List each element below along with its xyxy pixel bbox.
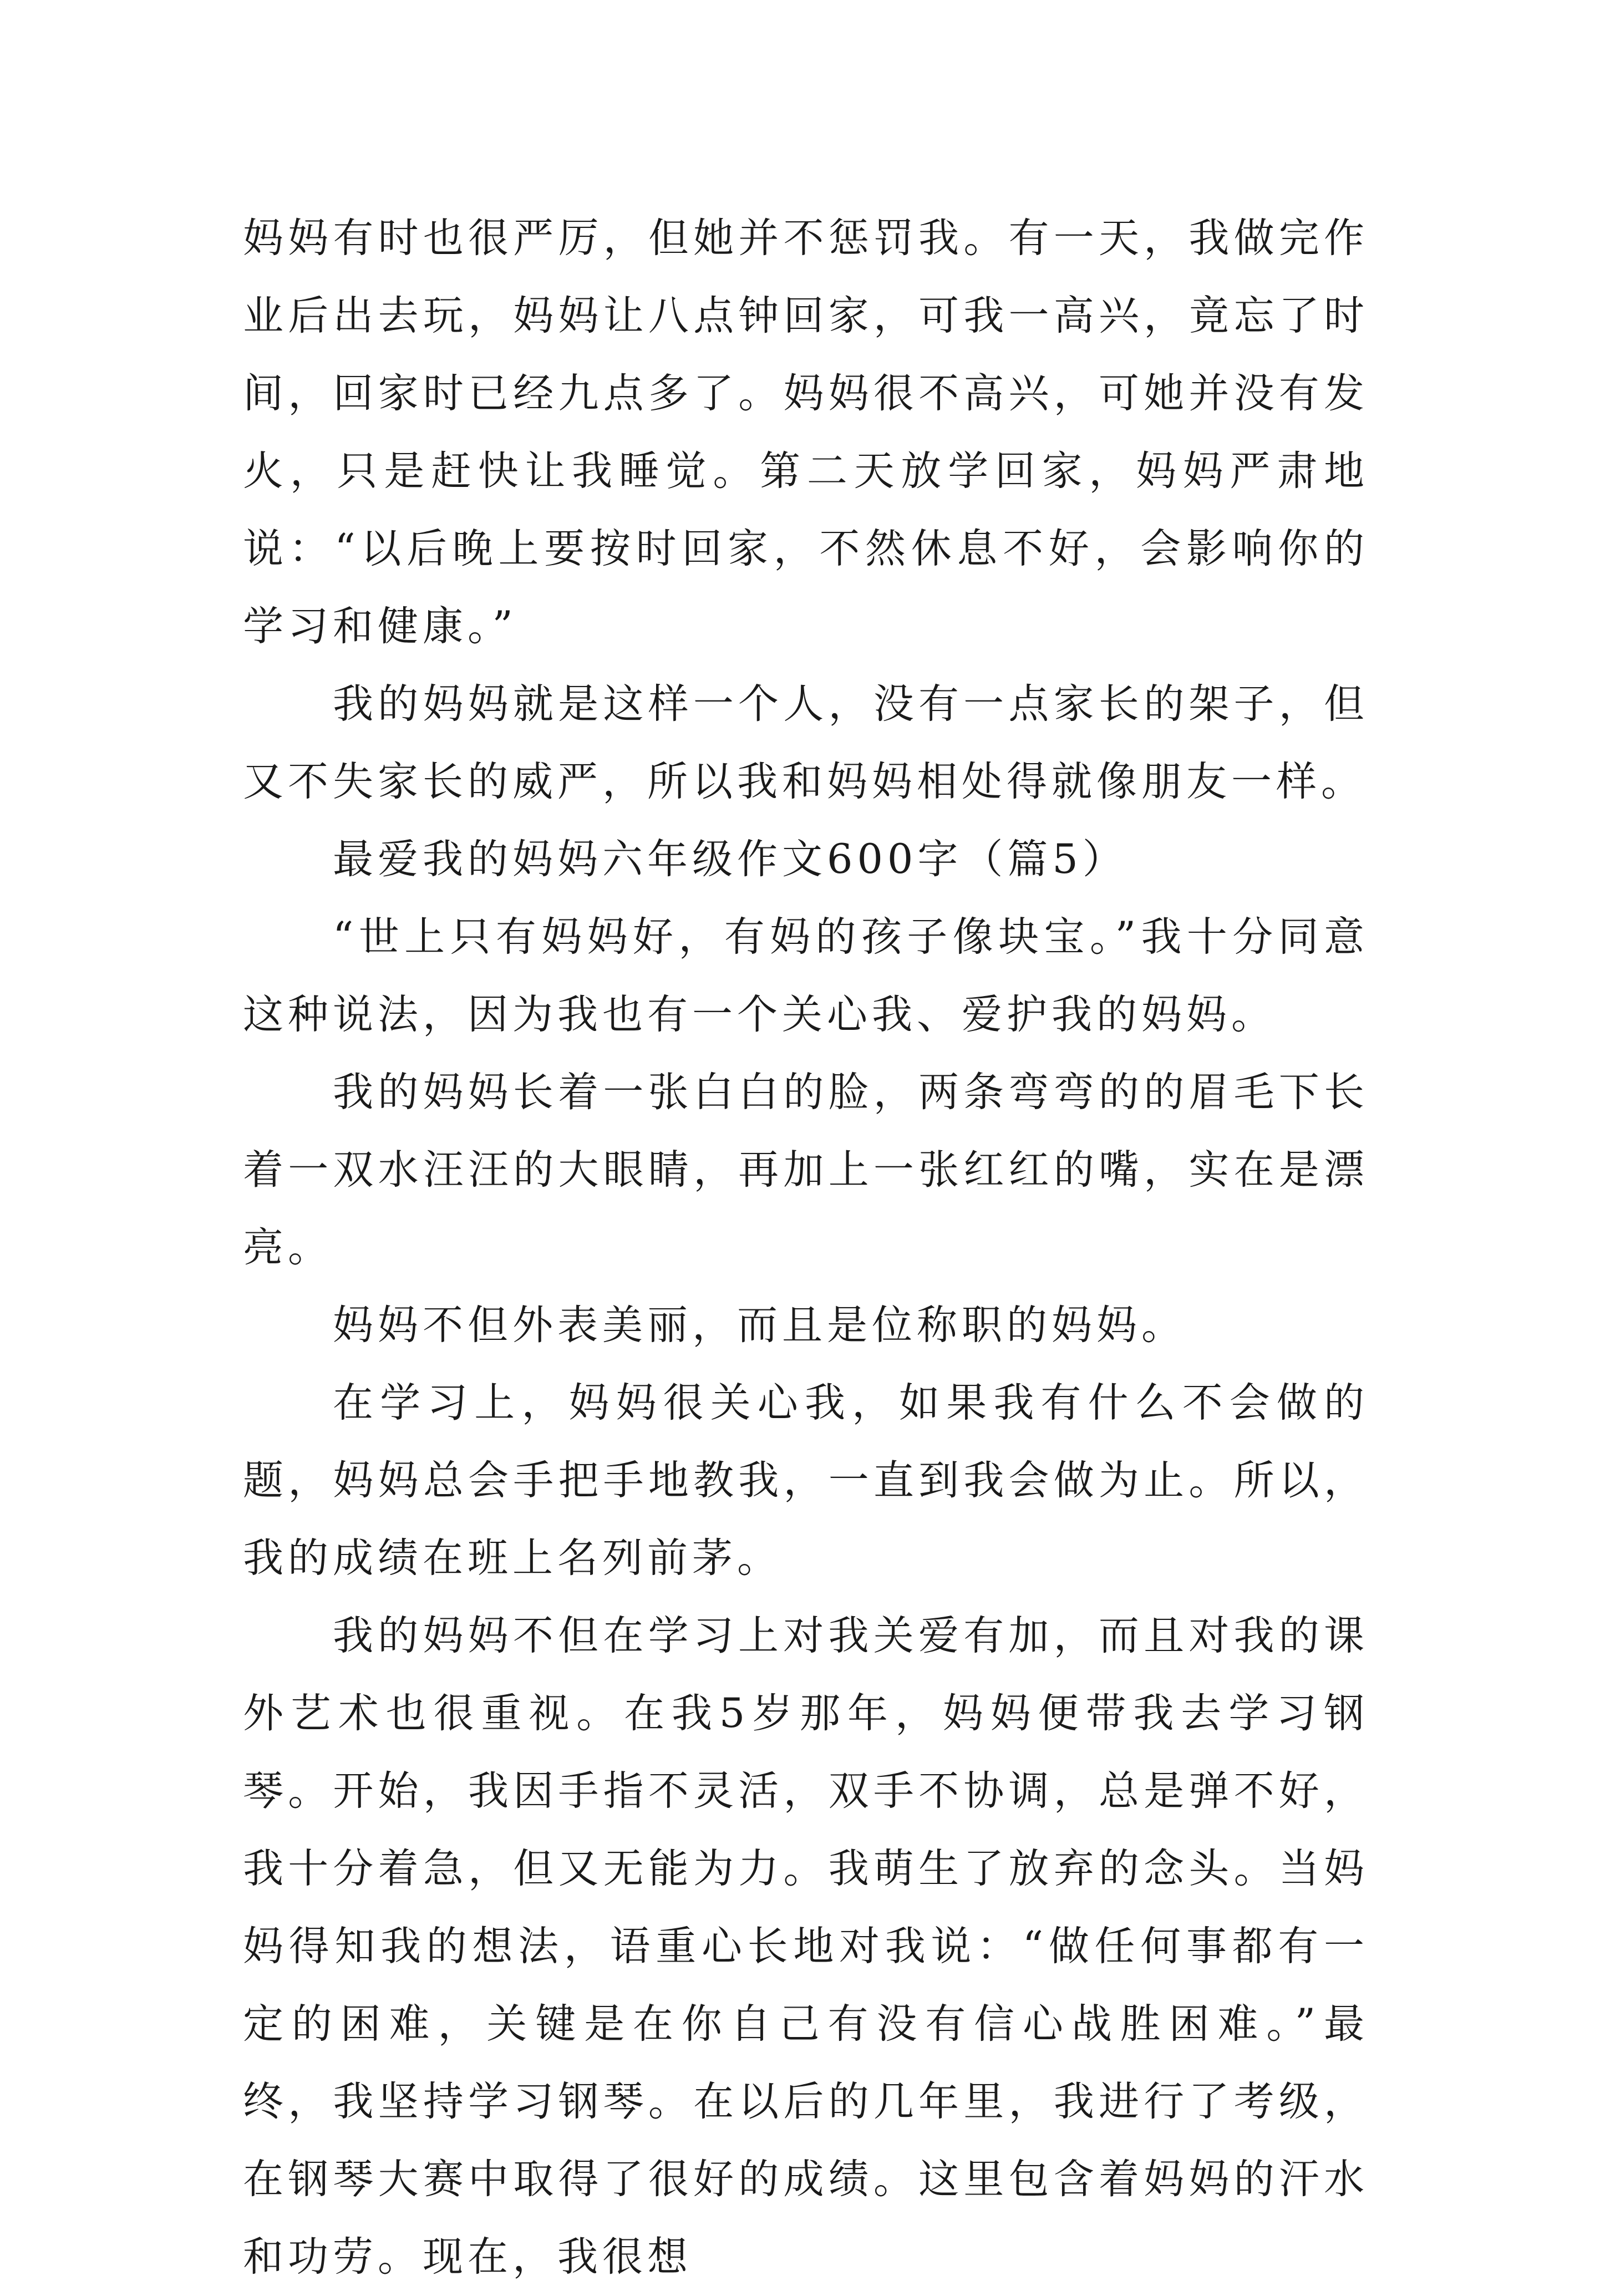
paragraph-5: 妈妈不但外表美丽，而且是位称职的妈妈。 <box>333 1302 1186 1349</box>
paragraph-1: 妈妈有时也很严厉，但她并不惩罚我。有一天，我做完作业后出去玩，妈妈让八点钟回家，可我一高兴，竟忘了时间，回家时已经九点多了。妈妈很不高兴，可她并没有发火，只是赶快让我睡觉。第二天放学回家，妈妈严肃地说：“以后晚上要按时回家，不然休息不好，会影响你的学习和健康。” <box>243 215 1369 650</box>
paragraph-3: “世上只有妈妈好，有妈的孩子像块宝。”我十分同意这种说法，因为我也有一个关心我、爱护我的妈妈。 <box>243 913 1369 1038</box>
paragraph-2: 我的妈妈就是这样一个人，没有一点家长的架子，但又不失家长的威严，所以我和妈妈相处得就像朋友一样。 <box>243 680 1369 805</box>
paragraph-7: 我的妈妈不但在学习上对我关爱有加，而且对我的课外艺术也很重视。在我5岁那年，妈妈便带我去学习钢琴。开始，我因手指不灵活，双手不协调，总是弹不好，我十分着急，但又无能为力。我萌生了放弃的念头。当妈妈得知我的想法，语重心长地对我说：“做任何事都有一定的困难，关键是在你自己有没有信心战胜困难。”最终，我坚持学习钢琴。在以后的几年里，我进行了考级，在钢琴大赛中取得了很好的成绩。这里包含着妈妈的汗水和功劳。现在，我很想 <box>243 1612 1369 2280</box>
paragraph-6: 在学习上，妈妈很关心我，如果我有什么不会做的题，妈妈总会手把手地教我，一直到我会做为止。所以，我的成绩在班上名列前茅。 <box>243 1379 1369 1582</box>
paragraph-4: 我的妈妈长着一张白白的脸，两条弯弯的的眉毛下长着一双水汪汪的大眼睛，再加上一张红红的嘴，实在是漂亮。 <box>243 1069 1369 1271</box>
section-heading: 最爱我的妈妈六年级作文600字（篇5） <box>333 836 1127 883</box>
document-body <box>243 200 1369 2296</box>
